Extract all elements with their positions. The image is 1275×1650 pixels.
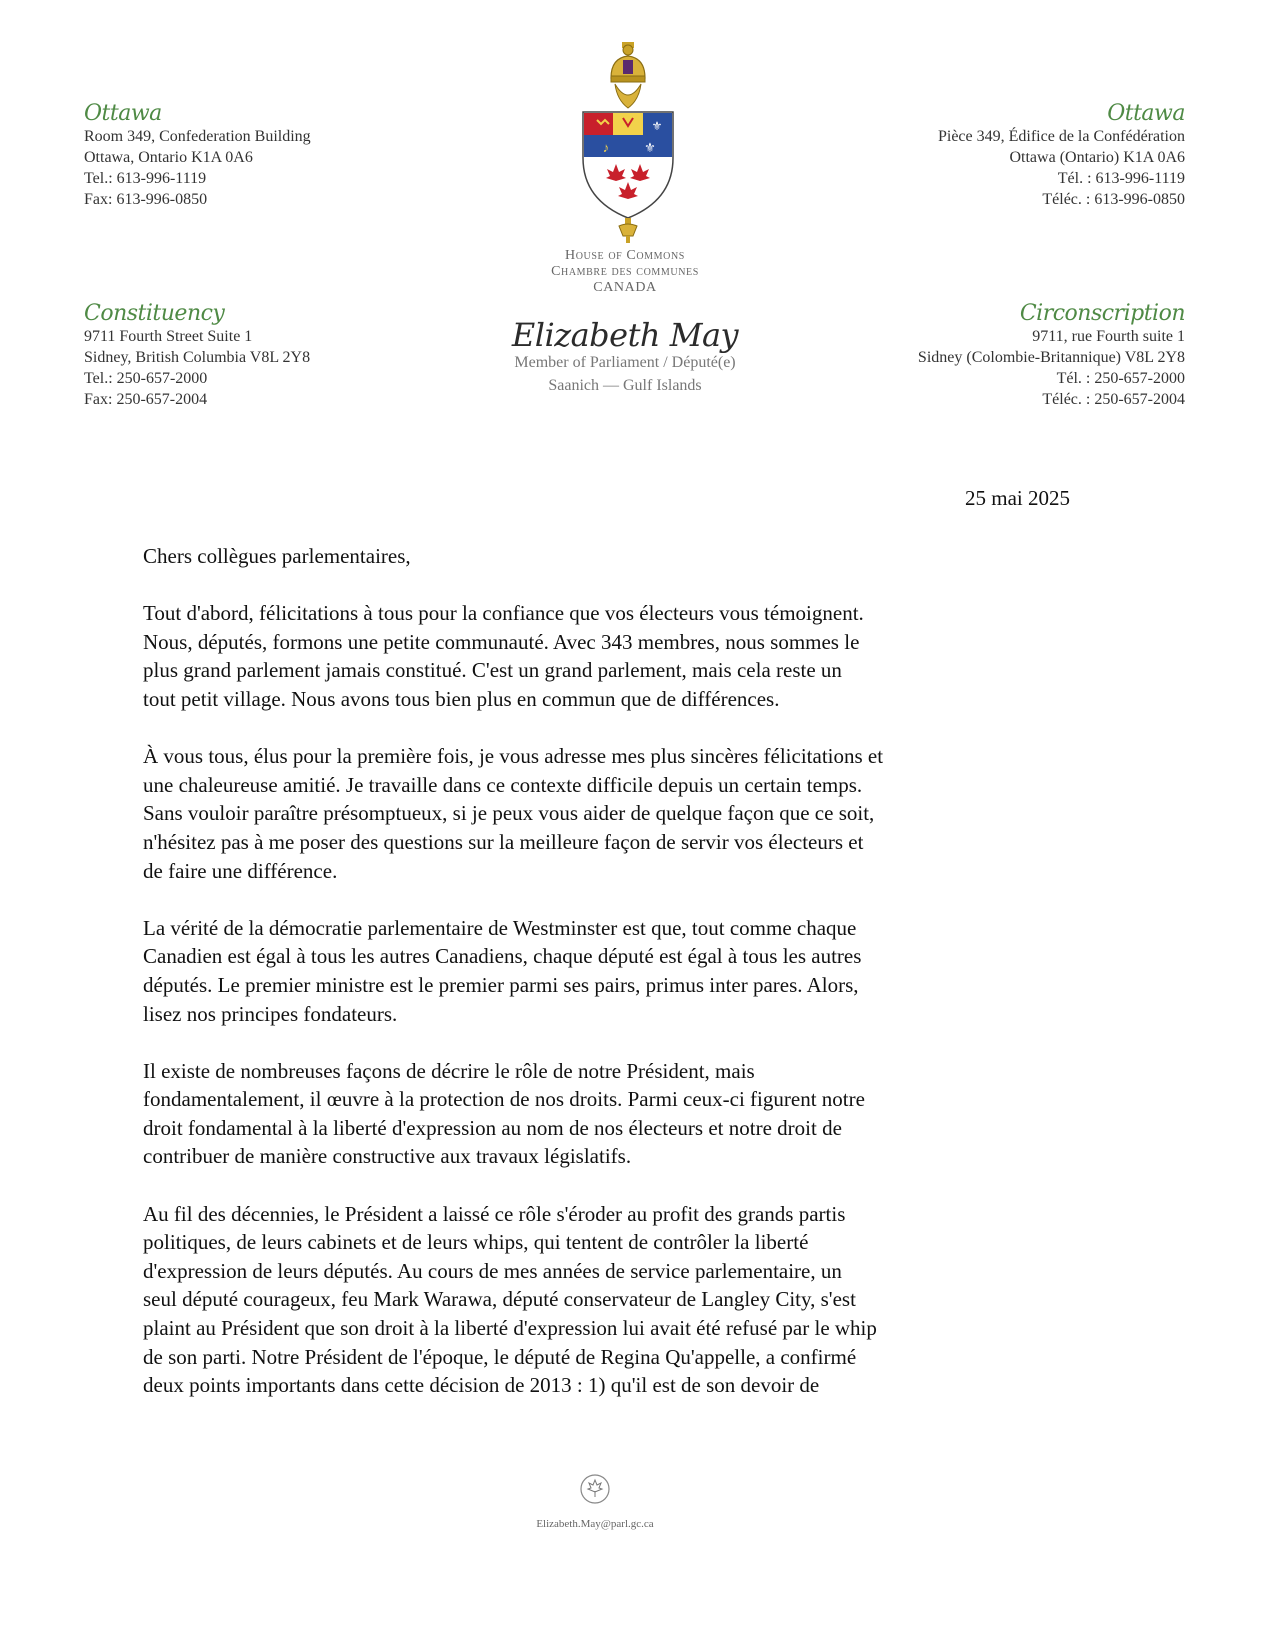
address-line: 9711, rue Fourth suite 1 [1032, 328, 1185, 345]
paragraph: La vérité de la démocratie parlementaire de Westminster est que, tout comme chaque Canadien est égal à tous les autres Canadiens, chaque député est égal à tous les autres députés. Le premier ministre est le premier parmi ses pairs, primus inter pares. Alors, lisez nos principes fondateurs. [143, 915, 862, 1026]
letter-date: 25 mai 2025 [965, 486, 1070, 510]
phone-line: Tél. : 613-996-1119 [1057, 170, 1185, 187]
salutation: Chers collègues parlementaires, [143, 544, 411, 568]
svg-text:⚜: ⚜ [651, 119, 663, 133]
constituency-address-en [84, 302, 310, 410]
letter-body [143, 542, 1083, 1428]
house-of-commons-fr: Chambre des communes [551, 264, 699, 279]
ottawa-heading-fr: Ottawa [1107, 101, 1185, 126]
address-line: Ottawa (Ontario) K1A 0A6 [1009, 149, 1185, 166]
house-of-commons-crest-icon [553, 40, 703, 245]
address-line: Sidney, British Columbia V8L 2Y8 [84, 349, 311, 366]
fax-line: Téléc. : 613-996-0850 [1042, 191, 1185, 208]
country-name: CANADA [593, 280, 657, 295]
recycled-paper-leaf-icon [578, 1472, 612, 1506]
address-line: Room 349, Confederation Building [84, 128, 311, 145]
phone-line: Tél. : 250-657-2000 [1056, 370, 1185, 387]
address-line: 9711 Fourth Street Suite 1 [84, 328, 253, 345]
constituency-address-fr [918, 302, 1185, 410]
phone-line: Tel.: 250-657-2000 [84, 370, 208, 387]
ottawa-address-fr [938, 102, 1185, 210]
phone-line: Tel.: 613-996-1119 [84, 170, 207, 187]
mp-riding: Saanich — Gulf Islands [548, 377, 702, 394]
mp-role: Member of Parliament / Député(e) [514, 354, 736, 371]
paragraph: Il existe de nombreuses façons de décrire le rôle de notre Président, mais fondamentalement, il œuvre à la protection de nos droits. Parmi ceux-ci figurent notre droit fondamental à la liberté d'expression au nom de nos électeurs et notre droit de contribuer de manière constructive aux travaux législatifs. [143, 1058, 865, 1169]
email-address: Elizabeth.May@parl.gc.ca [536, 1518, 654, 1530]
paragraph: Au fil des décennies, le Président a laissé ce rôle s'éroder au profit des grands partis politiques, de leurs cabinets et de leurs whips, qui tentent de contrôler la liberté d'expression de leurs députés. Au cours de mes années de service parlementaire, un seul député courageux, feu Mark Warawa, député conservateur de Langley City, s'est plaint au Président que son droit à la liberté d'expression lui avait été refusé par le whip de son parti. Notre Président de l'époque, le député de Regina Qu'appelle, a confirmé deux points importants dans cette décision de 2013 : 1) qu'il est de son devoir de [143, 1201, 877, 1398]
fax-line: Fax: 613-996-0850 [84, 191, 208, 208]
house-of-commons-en: House of Commons [565, 248, 685, 263]
svg-text:♪: ♪ [602, 140, 610, 155]
fax-line: Téléc. : 250-657-2004 [1042, 391, 1185, 408]
ottawa-heading-en: Ottawa [84, 101, 162, 126]
constituency-heading-fr: Circonscription [1019, 301, 1185, 326]
svg-text:⚜: ⚜ [644, 140, 656, 155]
constituency-heading-en: Constituency [84, 301, 225, 326]
address-line: Sidney (Colombie-Britannique) V8L 2Y8 [917, 349, 1185, 366]
fax-line: Fax: 250-657-2004 [84, 391, 208, 408]
ottawa-address-en [84, 102, 311, 210]
paragraph: Tout d'abord, félicitations à tous pour la confiance que vos électeurs vous témoignent. Nous, députés, formons une petite communauté. Avec 343 membres, nous sommes le plus grand parlement jamais constitué. C'est un grand parlement, mais cela reste un tout petit village. Nous avons tous bien plus en commun que de différences. [143, 601, 864, 711]
paragraph: À vous tous, élus pour la première fois, je vous adresse mes plus sincères félicitations et une chaleureuse amitié. Je travaille dans ce contexte difficile depuis un certain temps. Sans vouloir paraître présomptueux, si je peux vous aider de quelque façon que ce soit, n'hésitez pas à me poser des questions sur la meilleure façon de servir vos électeurs et de faire une différence. [143, 744, 884, 883]
address-line: Ottawa, Ontario K1A 0A6 [84, 149, 253, 166]
address-line: Pièce 349, Édifice de la Confédération [937, 128, 1185, 145]
mp-name: Elizabeth May [511, 316, 739, 354]
